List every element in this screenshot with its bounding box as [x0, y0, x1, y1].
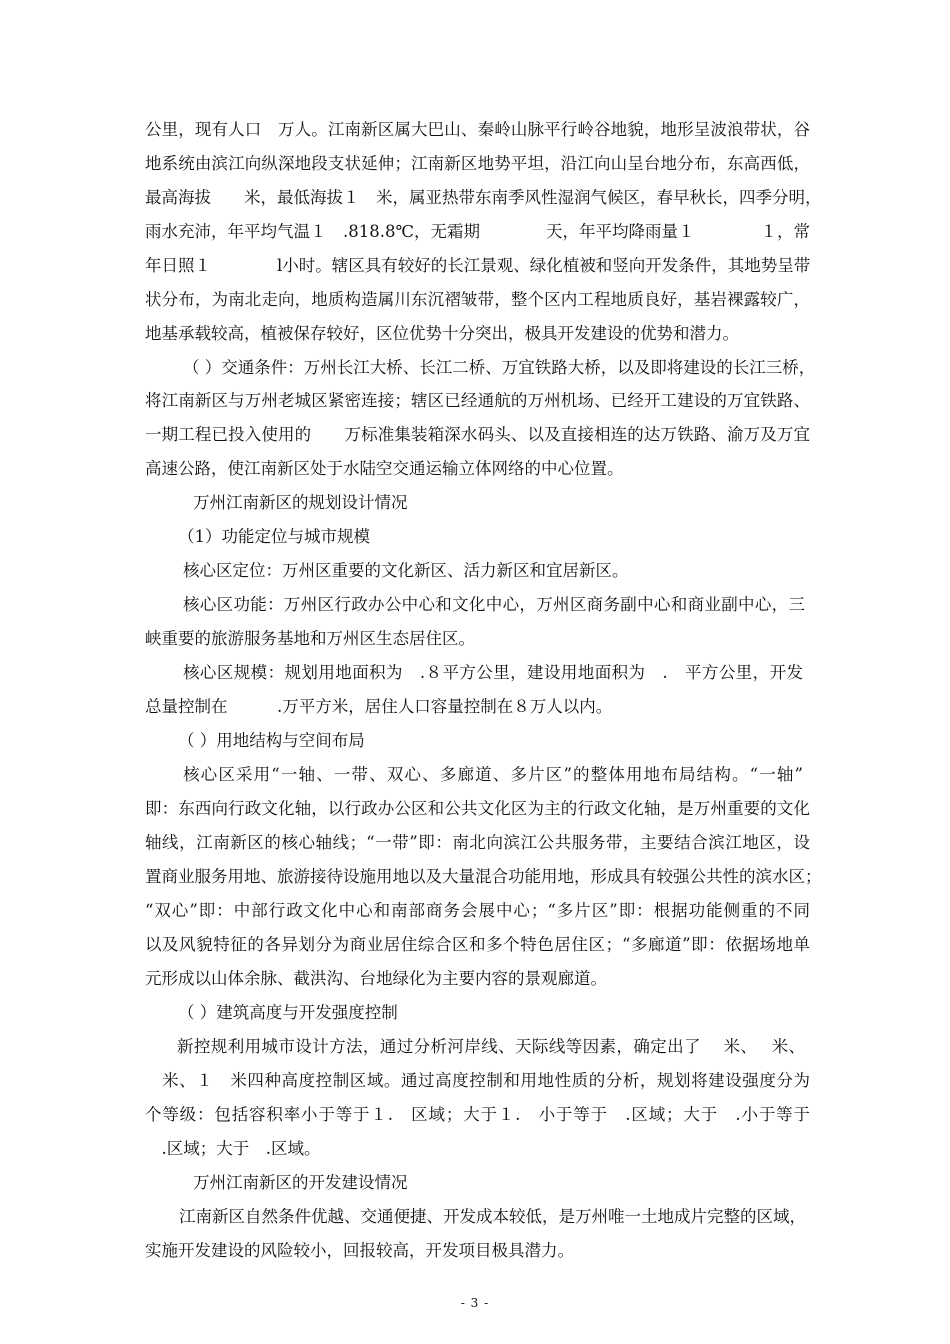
- subsection-heading: （ ）建筑高度与开发强度控制: [178, 1003, 398, 1022]
- section-heading: 万州江南新区的规划设计情况: [193, 493, 408, 512]
- paragraph-line: 高速公路，使江南新区处于水陆空交通运输立体网络的中心位置。: [145, 459, 624, 478]
- paragraph-line: 地基承载较高，植被保存较好，区位优势十分突出，极具开发建设的优势和潜力。: [145, 324, 739, 343]
- section-heading: 万州江南新区的开发建设情况: [193, 1173, 408, 1192]
- paragraph-line: 雨水充沛，年平均气温１ .818.8℃，无霜期 天，年平均降雨量１ １，常: [145, 222, 810, 241]
- paragraph-line: （ ）交通条件：万州长江大桥、长江二桥、万宜铁路大桥，以及即将建设的长江三桥，: [183, 358, 816, 377]
- paragraph-line: 总量控制在 .万平方米，居住人口容量控制在８万人以内。: [145, 697, 613, 716]
- paragraph-line: 即：东西向行政文化轴，以行政办公区和公共文化区为主的行政文化轴，是万州重要的文化: [145, 799, 810, 818]
- paragraph-line: 以及风貌特征的各异划分为商业居住综合区和多个特色居住区；“多廊道”即：依据场地单: [145, 935, 810, 954]
- paragraph-line: 核心区采用“一轴、一带、双心、多廊道、多片区”的整体用地布局结构。“一轴”: [183, 765, 803, 784]
- paragraph-line: 峡重要的旅游服务基地和万州区生态居住区。: [145, 629, 475, 648]
- subsection-heading: （1）功能定位与城市规模: [178, 527, 370, 546]
- paragraph-line: 核心区功能：万州区行政办公中心和文化中心，万州区商务副中心和商业副中心，三: [183, 595, 805, 614]
- paragraph-line: “双心”即：中部行政文化中心和南部商务会展中心；“多片区”即：根据功能侧重的不同: [145, 901, 810, 920]
- paragraph-line: 实施开发建设的风险较小，回报较高，开发项目极具潜力。: [145, 1241, 574, 1260]
- paragraph-line: 最高海拔 米，最低海拔１ 米，属亚热带东南季风性湿润气候区，春早秋长，四季分明，: [145, 188, 822, 207]
- paragraph-line: 轴线，江南新区的核心轴线；“一带”即：南北向滨江公共服务带，主要结合滨江地区，设: [145, 833, 810, 852]
- page-number: - 3 -: [460, 1296, 490, 1310]
- paragraph-line: 状分布，为南北走向，地质构造属川东沉褶皱带，整个区内工程地质良好，基岩裸露较广，: [145, 290, 810, 309]
- paragraph-line: 核心区规模：规划用地面积为 .８平方公里，建设用地面积为 . 平方公里，开发: [183, 663, 803, 682]
- paragraph-line: 公里，现有人口 万人。江南新区属大巴山、秦岭山脉平行岭谷地貌，地形呈波浪带状，谷: [145, 120, 810, 139]
- paragraph-line: 新控规利用城市设计方法，通过分析河岸线、天际线等因素，确定出了 米、 米、: [177, 1037, 805, 1056]
- paragraph-line: 米、１ 米四种高度控制区域。通过高度控制和用地性质的分析，规划将建设强度分为: [145, 1071, 810, 1090]
- paragraph-line: 地系统由滨江向纵深地段支状延伸；江南新区地势平坦，沿江向山呈台地分布，东高西低，: [145, 154, 810, 173]
- paragraph-line: 核心区定位：万州区重要的文化新区、活力新区和宜居新区。: [183, 561, 629, 580]
- paragraph-line: 一期工程已投入使用的 万标准集装箱深水码头、以及直接相连的达万铁路、渝万及万宜: [145, 425, 810, 444]
- subsection-heading: （ ）用地结构与空间布局: [178, 731, 365, 750]
- paragraph-line: 江南新区自然条件优越、交通便捷、开发成本较低，是万州唯一土地成片完整的区域，: [179, 1207, 806, 1226]
- paragraph-line: .区域；大于 .区域。: [145, 1139, 321, 1158]
- paragraph-line: 年日照１ l小时。辖区具有较好的长江景观、绿化植被和竖向开发条件，其地势呈带: [145, 256, 811, 275]
- paragraph-line: 置商业服务用地、旅游接待设施用地以及大量混合功能用地，形成具有较强公共性的滨水区；: [145, 867, 822, 886]
- paragraph-line: 元形成以山体余脉、截洪沟、台地绿化为主要内容的景观廊道。: [145, 969, 607, 988]
- paragraph-line: 将江南新区与万州老城区紧密连接；辖区已经通航的万州机场、已经开工建设的万宜铁路、: [145, 391, 810, 410]
- paragraph-line: 个等级：包括容积率小于等于１. 区域；大于１. 小于等于 .区域；大于 .小于等于: [145, 1105, 810, 1124]
